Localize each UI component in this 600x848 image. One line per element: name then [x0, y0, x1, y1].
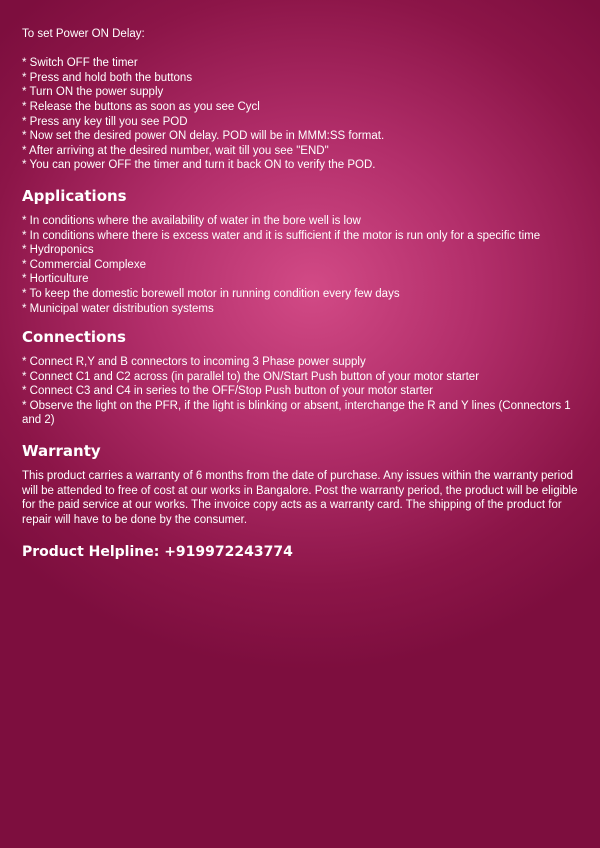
applications-item: * Municipal water distribution systems: [22, 302, 214, 315]
applications-item: * In conditions where the availability of water in the bore well is low: [22, 214, 361, 227]
power-on-delay-step: * Now set the desired power ON delay. POD will be in MMM:SS format.: [22, 130, 385, 143]
applications-item: * In conditions where there is excess water and it is sufficient if the motor is run only for a specific time: [22, 229, 541, 242]
power-on-delay-step: * Press and hold both the buttons: [22, 71, 193, 84]
connections-item: * Observe the light on the PFR, if the light is blinking or absent, interchange the R and Y lines (Connectors 1 and 2): [22, 399, 571, 427]
power-on-delay-step: * After arriving at the desired number, wait till you see "END": [22, 144, 329, 157]
power-on-delay-step: * Release the buttons as soon as you see Cycl: [22, 100, 260, 113]
power-on-delay-step: * Switch OFF the timer: [22, 57, 138, 70]
connections-item: * Connect C1 and C2 across (in parallel to) the ON/Start Push button of your motor starter: [22, 370, 480, 383]
applications-item: * Horticulture: [22, 273, 89, 286]
helpline-section: [22, 543, 578, 561]
connections-item: * Connect R,Y and B connectors to incoming 3 Phase power supply: [22, 356, 366, 369]
power-on-delay-intro: To set Power ON Delay:: [22, 28, 145, 40]
applications-heading: Applications: [22, 186, 127, 205]
connections-item: * Connect C3 and C4 in series to the OFF/Stop Push button of your motor starter: [22, 385, 434, 398]
warranty-section: [22, 442, 578, 527]
warranty-heading: Warranty: [22, 442, 101, 461]
connections-heading: Connections: [22, 328, 126, 347]
product-helpline: Product Helpline: +919972243774: [22, 544, 293, 561]
connections-section: [22, 328, 578, 428]
applications-item: * To keep the domestic borewell motor in running condition every few days: [22, 287, 400, 300]
power-on-delay-step: * You can power OFF the timer and turn it back ON to verify the POD.: [22, 159, 376, 172]
power-on-delay-step: * Press any key till you see POD: [22, 115, 188, 128]
applications-section: [22, 187, 578, 316]
warranty-text: This product carries a warranty of 6 months from the date of purchase. Any issues within the warranty period will be attended to free of cost at our works in Bangalore. Post the warranty period, the product will be eligible for the paid service at our works. The invoice copy acts as a warranty card. The shipping of the product for repair will have to be done by the consumer.: [22, 470, 578, 526]
power-on-delay-section: [22, 27, 578, 173]
power-on-delay-step: * Turn ON the power supply: [22, 86, 164, 99]
applications-item: * Commercial Complexe: [22, 258, 146, 271]
applications-item: * Hydroponics: [22, 244, 94, 257]
